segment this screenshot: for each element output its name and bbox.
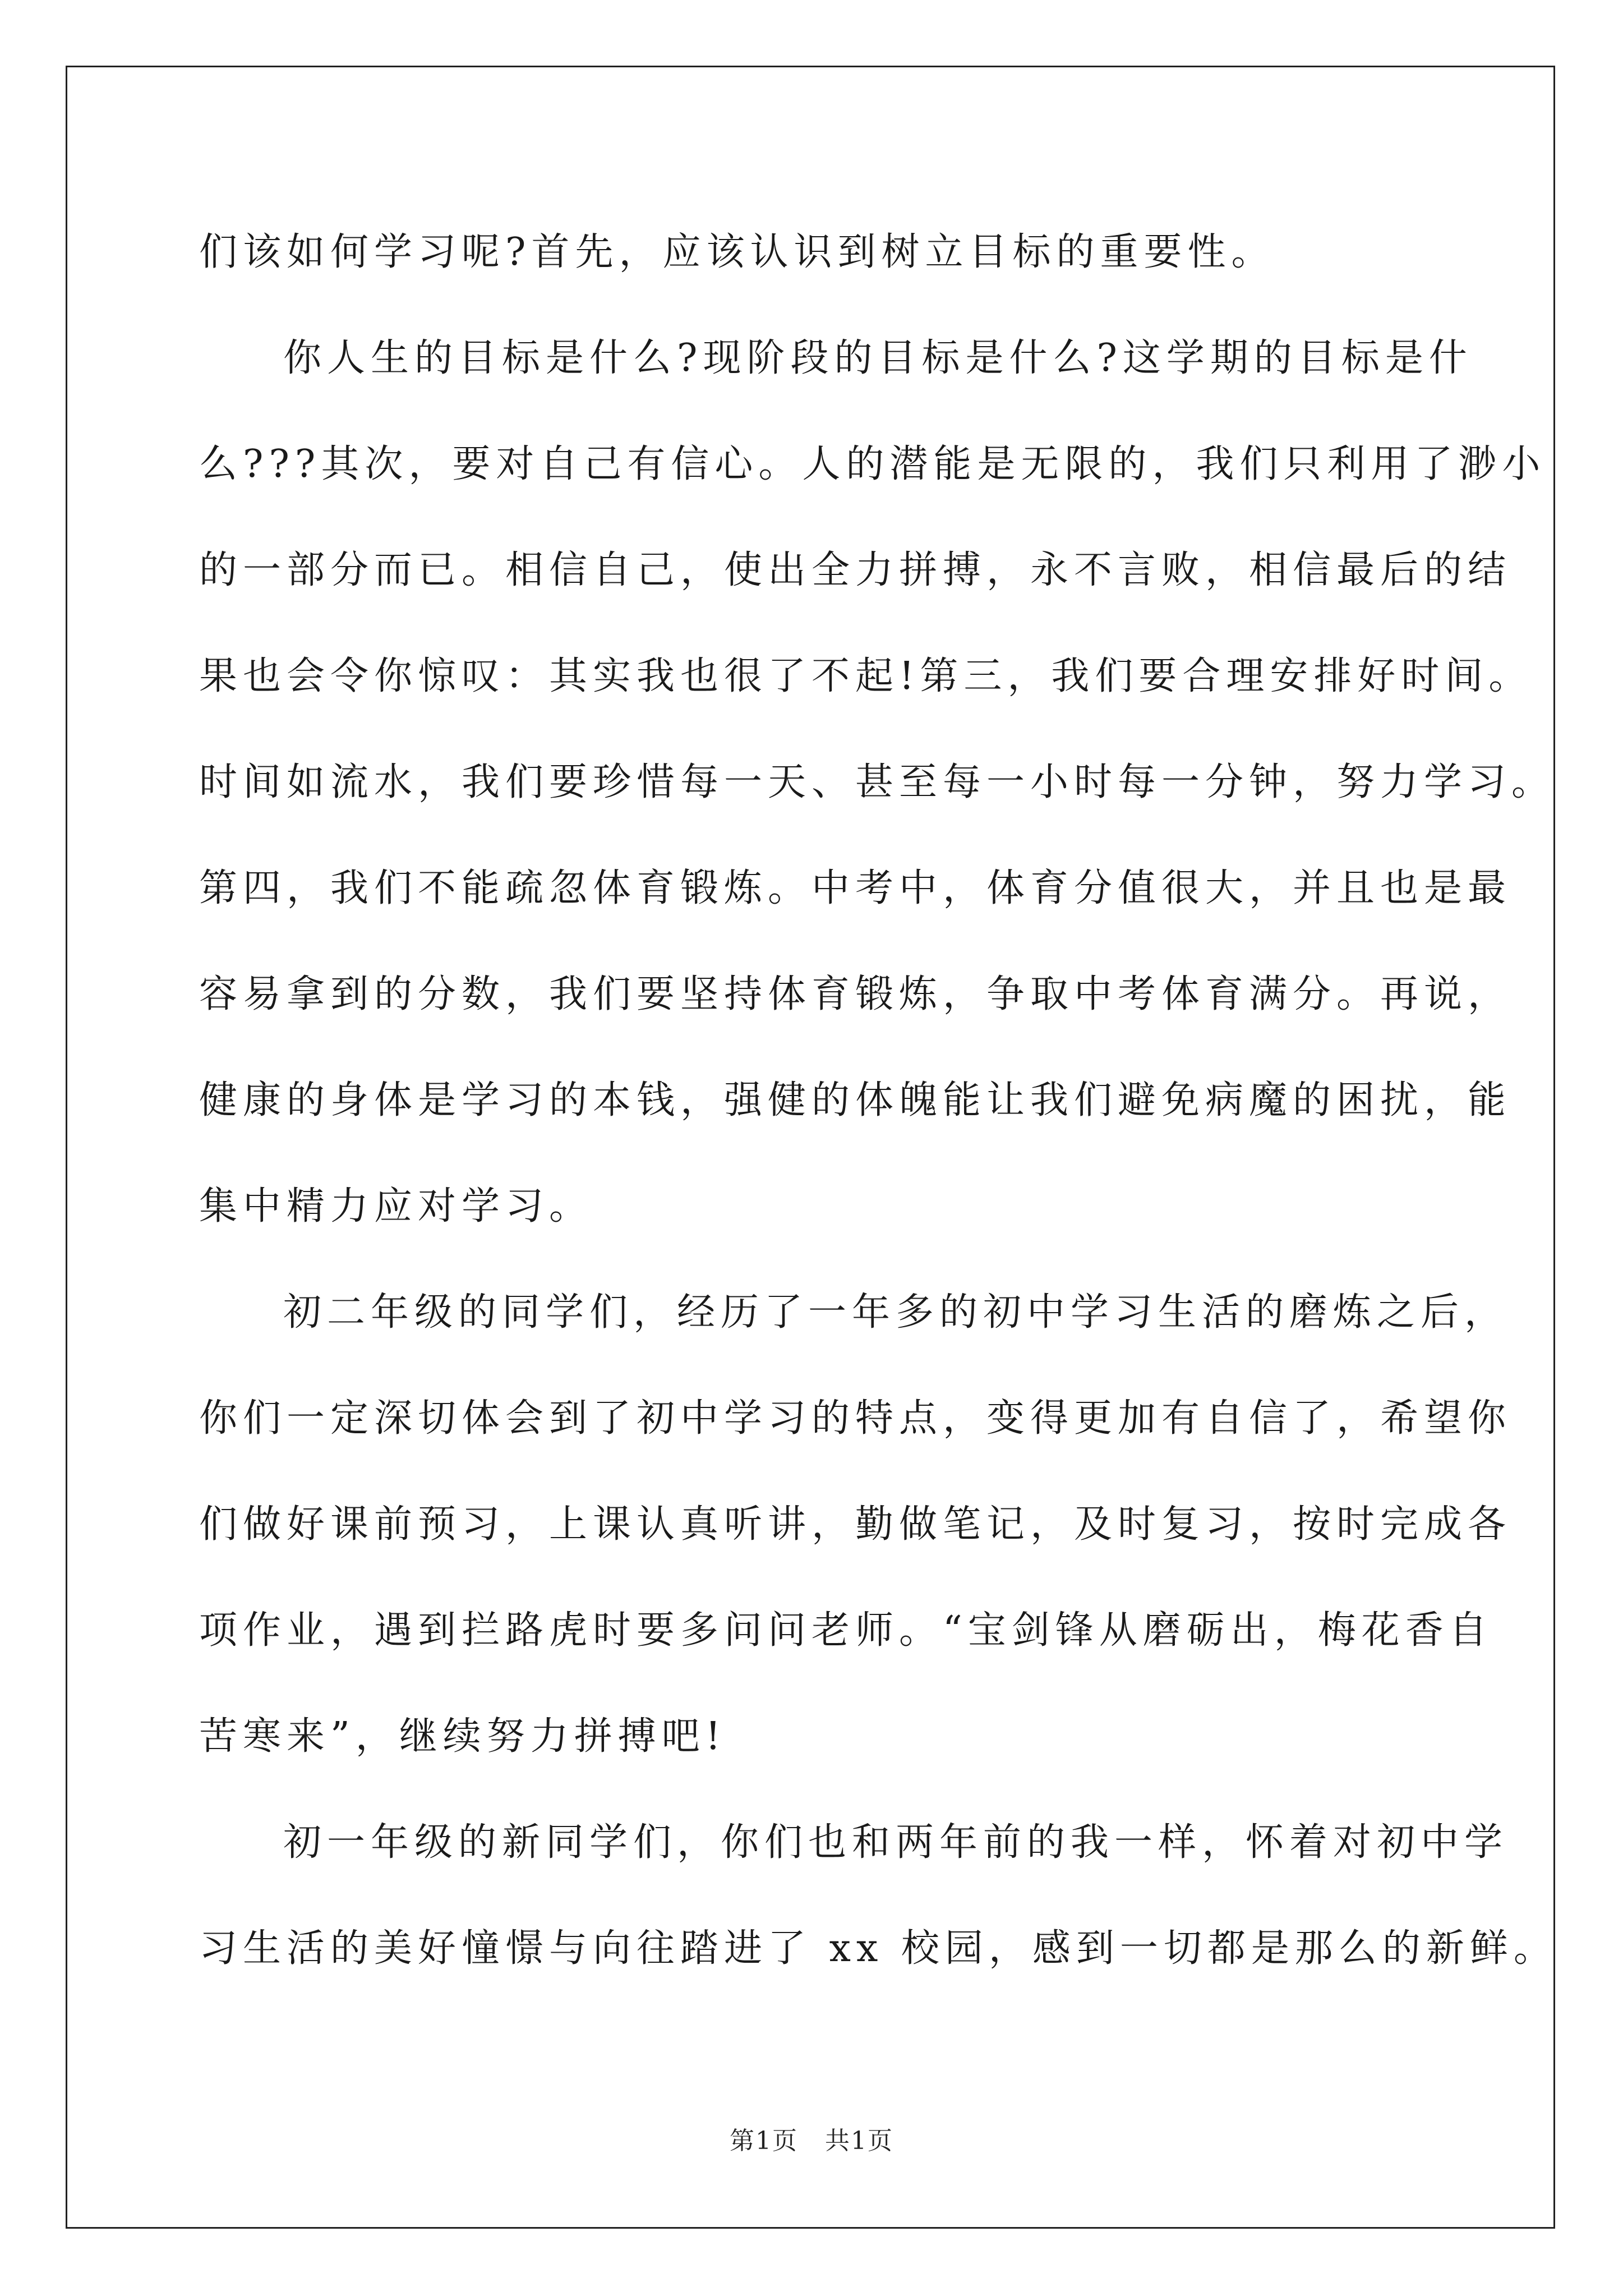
document-body xyxy=(199,199,1557,2001)
text-line: 时间如流水，我们要珍惜每一天、甚至每一小时每一分钟，努力学习。 xyxy=(199,760,1556,804)
paragraph-start-line: 初二年级的同学们，经历了一年多的初中学习生活的磨炼之后， xyxy=(283,1290,1509,1335)
paragraph-start-line: 初一年级的新同学们，你们也和两年前的我一样，怀着对初中学 xyxy=(283,1820,1509,1865)
text-line: 苦寒来”，继续努力拼搏吧! xyxy=(199,1714,727,1759)
text-line: 集中精力应对学习。 xyxy=(199,1184,593,1228)
text-line: 们做好课前预习，上课认真听讲，勤做笔记，及时复习，按时完成各 xyxy=(199,1502,1512,1547)
text-line: 容易拿到的分数，我们要坚持体育锻炼，争取中考体育满分。再说， xyxy=(199,972,1512,1016)
text-line: 第四，我们不能疏忽体育锻炼。中考中，体育分值很大，并且也是最 xyxy=(199,866,1512,910)
text-line: 你们一定深切体会到了初中学习的特点，变得更加有自信了，希望你 xyxy=(199,1396,1512,1441)
text-line: 的一部分而已。相信自己，使出全力拼搏，永不言败，相信最后的结 xyxy=(199,548,1512,592)
text-line: 果也会令你惊叹：其实我也很了不起!第三，我们要合理安排好时间。 xyxy=(199,654,1533,698)
text-line: 么???其次，要对自己有信心。人的潜能是无限的，我们只利用了渺小 xyxy=(199,442,1546,486)
text-line: 健康的身体是学习的本钱，强健的体魄能让我们避免病魔的困扰，能 xyxy=(199,1078,1512,1122)
text-line: 项作业，遇到拦路虎时要多问问老师。“宝剑锋从磨砺出，梅花香自 xyxy=(199,1608,1493,1653)
text-line: 习生活的美好憧憬与向往踏进了 xx 校园，感到一切都是那么的新鲜。 xyxy=(199,1926,1557,1971)
page-number-footer: 第1页 共1页 xyxy=(730,2127,893,2155)
paragraph-start-line: 你人生的目标是什么?现阶段的目标是什么?这学期的目标是什 xyxy=(283,336,1473,380)
text-line: 们该如何学习呢?首先，应该认识到树立目标的重要性。 xyxy=(199,230,1275,274)
